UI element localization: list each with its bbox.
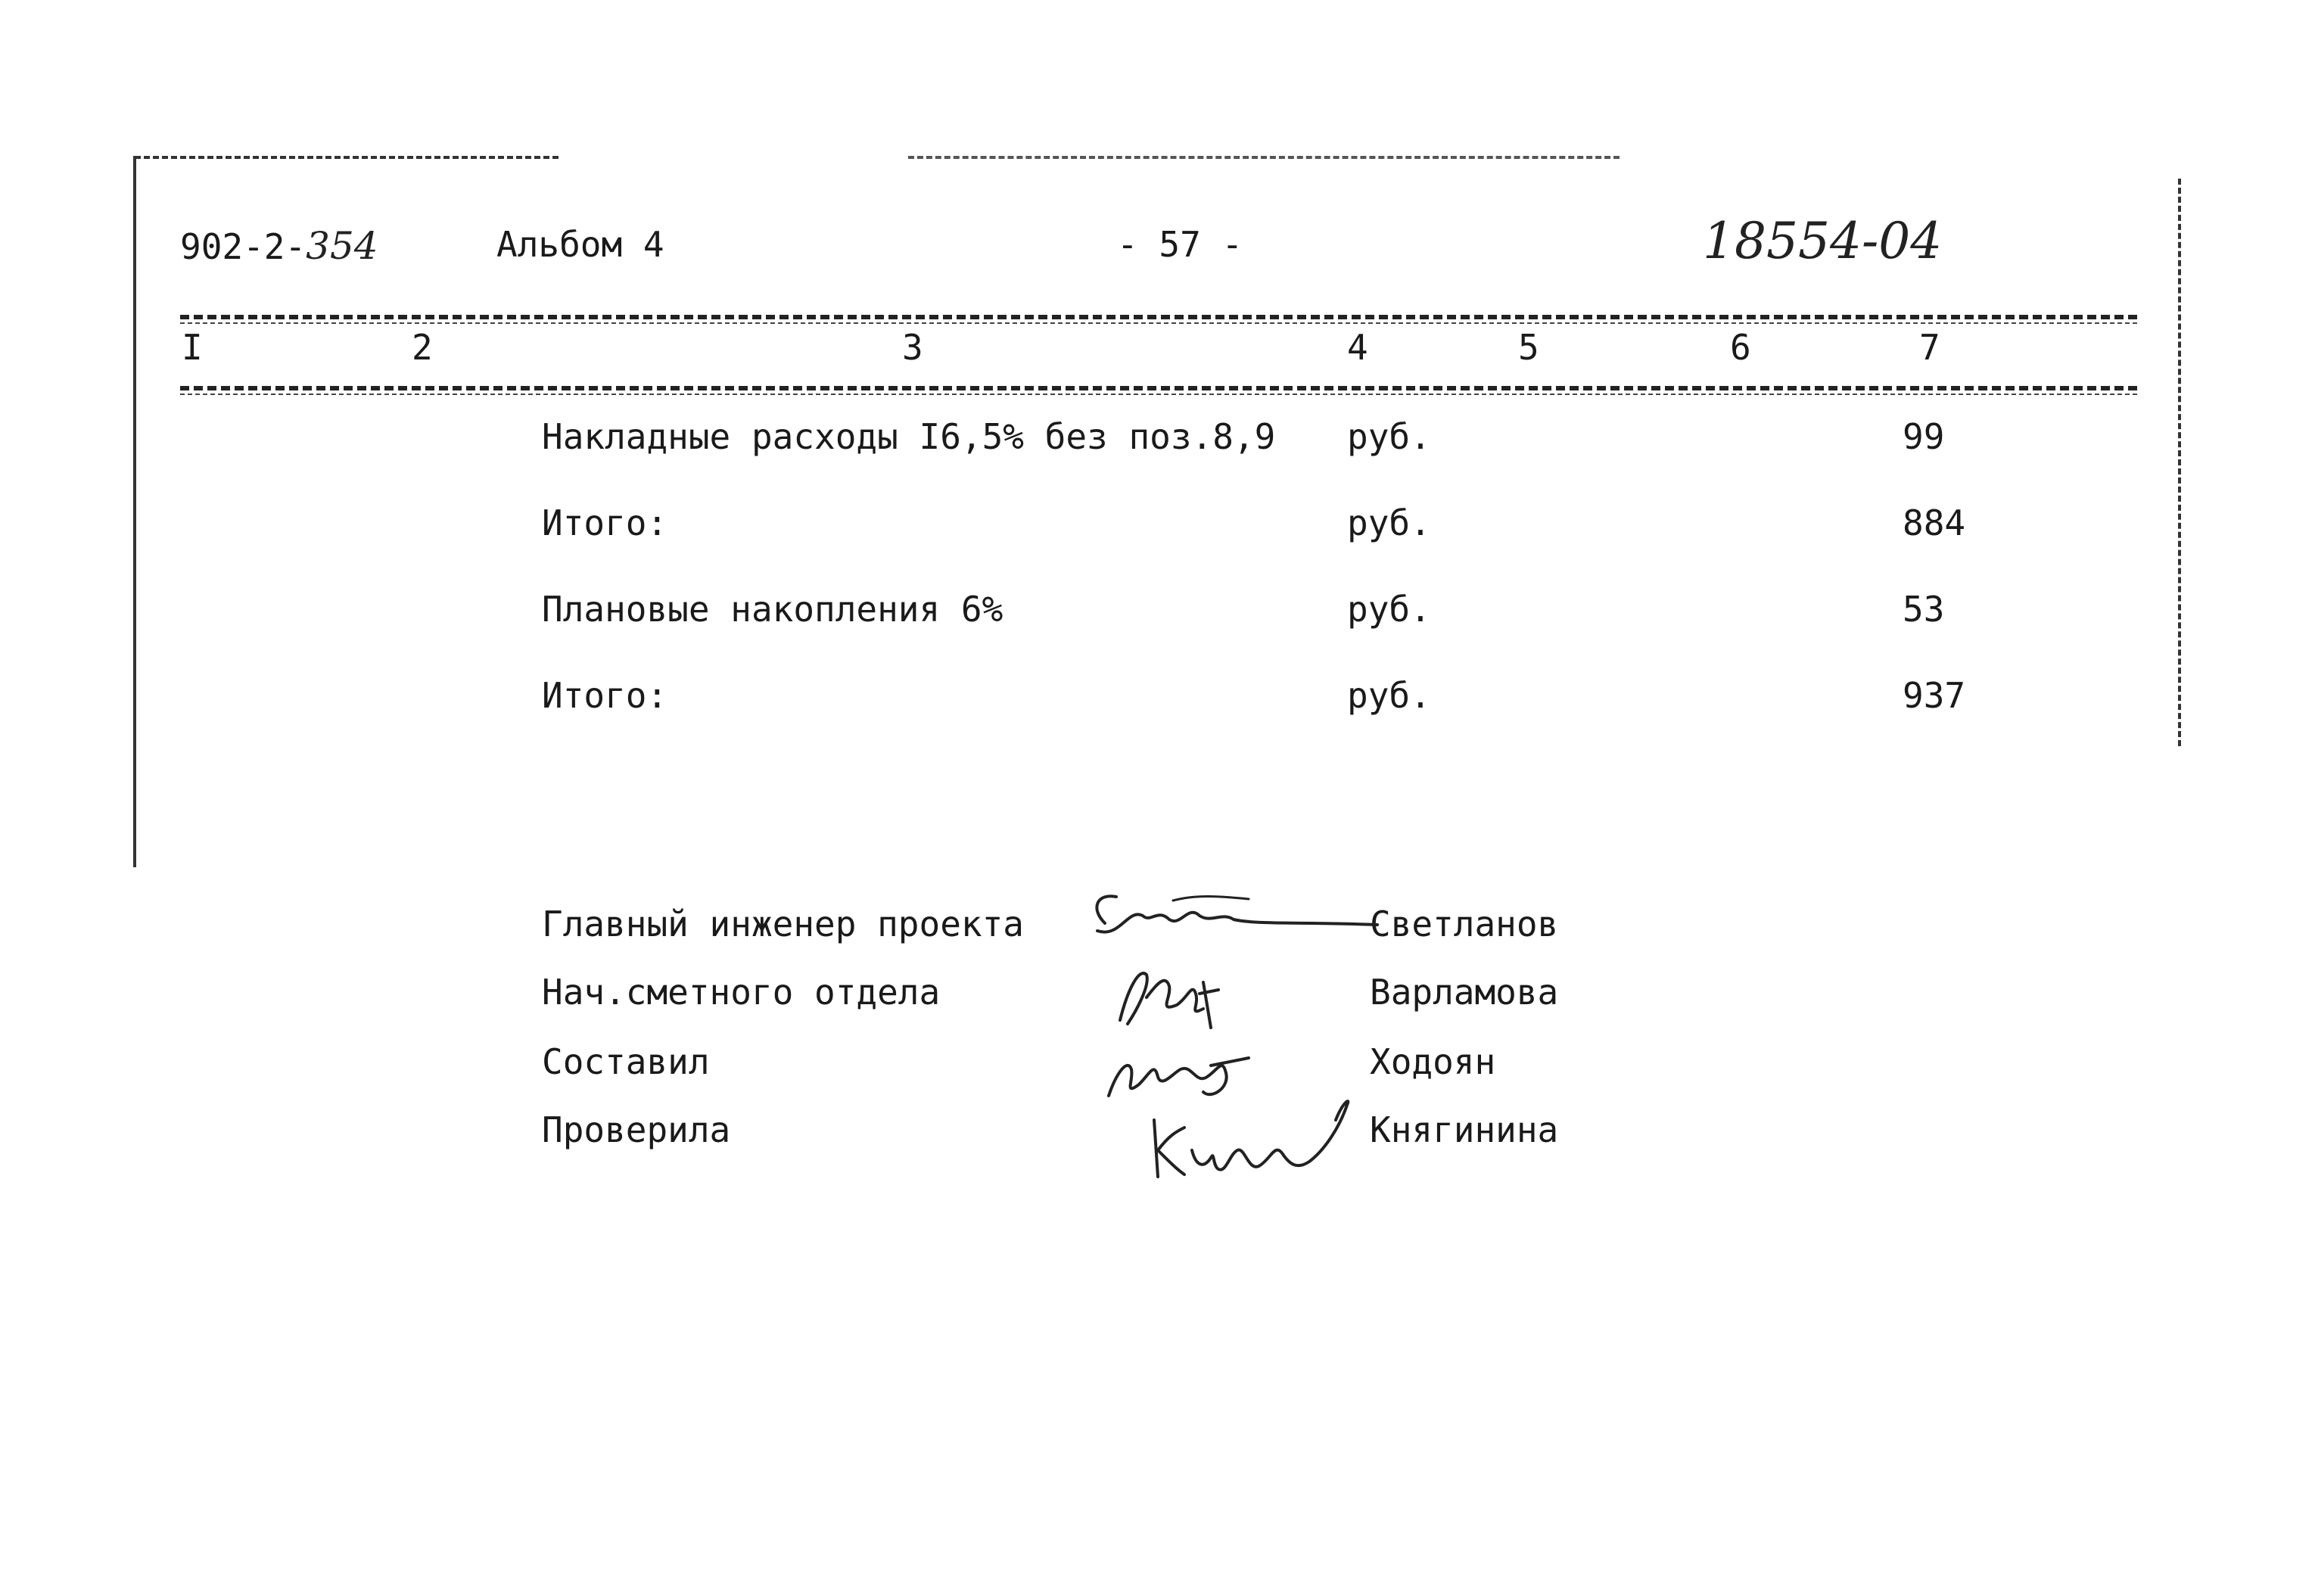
row-description: Накладные расходы I6,5% без поз.8,9 — [542, 416, 1276, 457]
column-number-7: 7 — [1919, 327, 1940, 368]
table-header-rule-top — [180, 315, 2137, 319]
row-unit: руб. — [1347, 675, 1431, 716]
frame-top-line-right — [908, 156, 1620, 159]
doc-code-prefix: 902-2- — [180, 226, 306, 267]
album-label: Альбом 4 — [496, 224, 664, 265]
signature-role: Нач.сметного отдела — [542, 972, 941, 1013]
table-header-rule-bottom-thin — [180, 394, 2137, 395]
row-description: Итого: — [542, 675, 668, 716]
row-value: 937 — [1903, 675, 1966, 716]
row-unit: руб. — [1347, 589, 1431, 630]
frame-left-line — [133, 156, 136, 867]
column-number-2: 2 — [412, 327, 433, 368]
row-value: 53 — [1903, 589, 1945, 630]
page-number: - 57 - — [1117, 224, 1243, 265]
signature-name: Варламова — [1370, 972, 1559, 1013]
frame-right-line — [2178, 179, 2181, 746]
doc-code — [180, 224, 378, 268]
inventory-number: 18554-04 — [1703, 212, 1943, 270]
row-value: 884 — [1903, 502, 1966, 543]
signature-role: Проверила — [542, 1109, 731, 1150]
signature-name: Княгинина — [1370, 1109, 1559, 1150]
row-description: Плановые накопления 6% — [542, 589, 1003, 630]
column-number-6: 6 — [1730, 327, 1751, 368]
signature-name: Светланов — [1370, 904, 1559, 944]
table-header-rule-bottom — [180, 386, 2137, 390]
row-value: 99 — [1903, 416, 1945, 457]
column-number-4: 4 — [1347, 327, 1368, 368]
signature-varlamova — [1105, 952, 1241, 1035]
table-header-rule-top-thin — [180, 322, 2137, 324]
column-number-5: 5 — [1518, 327, 1539, 368]
frame-top-line — [135, 156, 559, 159]
doc-code-handwritten: 354 — [306, 224, 378, 268]
signature-svetlanov — [1075, 878, 1392, 961]
signature-role: Главный инженер проекта — [542, 904, 1024, 944]
row-unit: руб. — [1347, 502, 1431, 543]
signature-name: Ходоян — [1370, 1041, 1496, 1082]
row-unit: руб. — [1347, 416, 1431, 457]
signature-role: Составил — [542, 1041, 710, 1082]
row-description: Итого: — [542, 502, 668, 543]
signature-knyaginina — [1143, 1090, 1370, 1188]
column-number-3: 3 — [902, 327, 923, 368]
column-number-1: I — [182, 327, 203, 368]
